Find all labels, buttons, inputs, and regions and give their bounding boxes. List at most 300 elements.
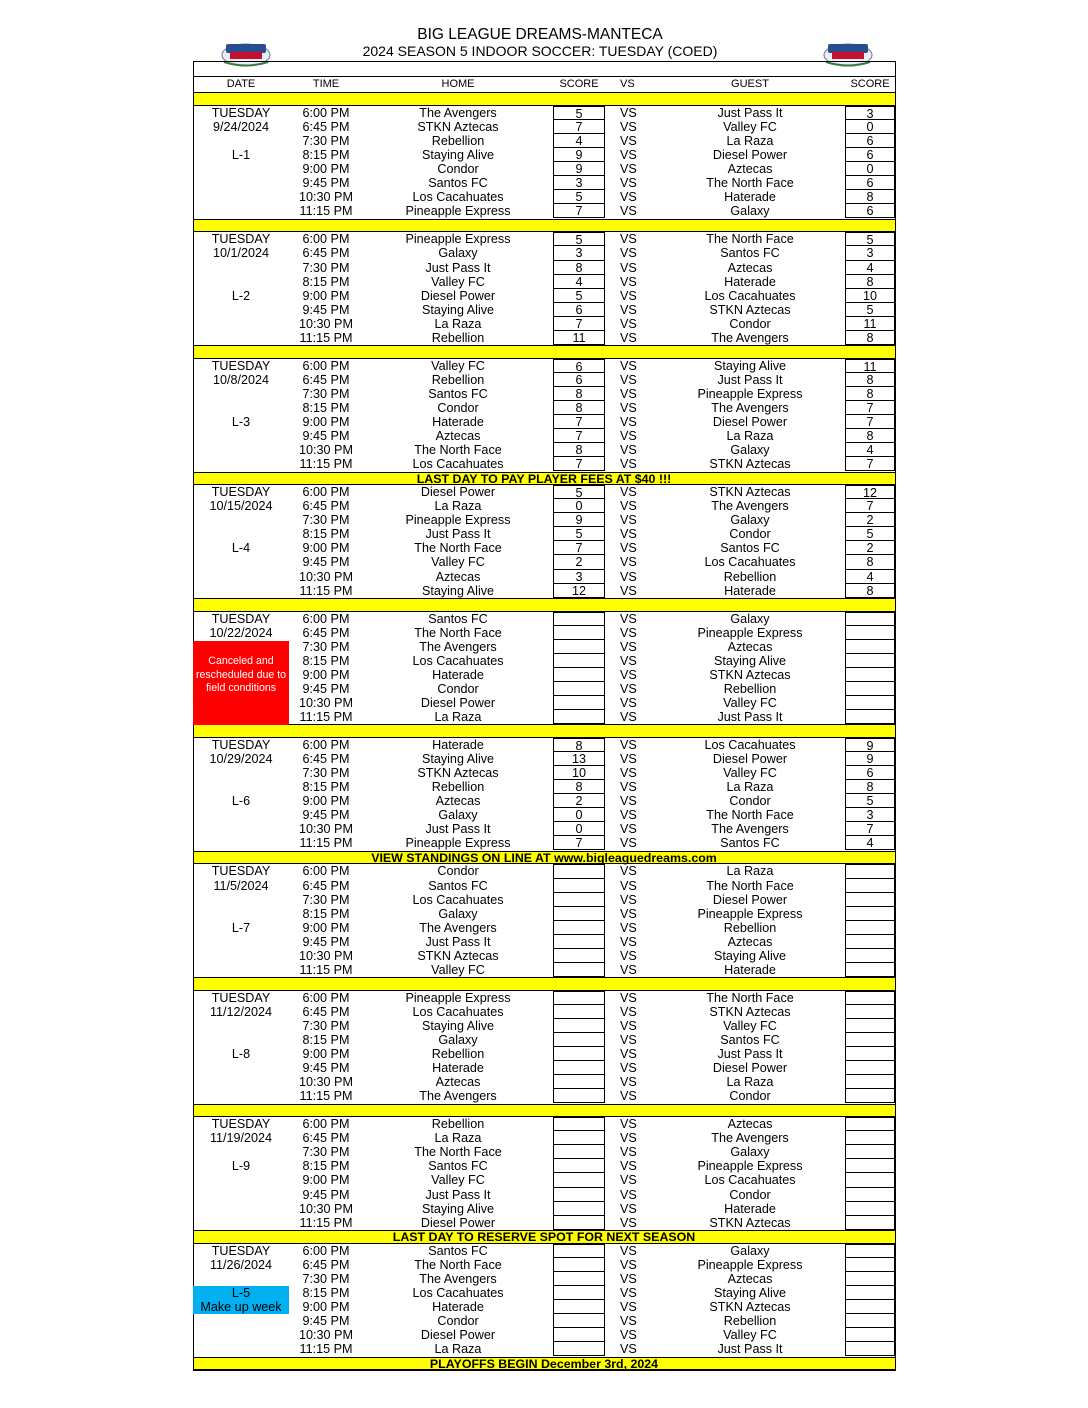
game-row — [193, 1216, 895, 1230]
guest-score — [845, 1286, 895, 1300]
guest-team: Valley FC — [723, 1018, 777, 1033]
home-score: 0 — [553, 808, 605, 822]
game-row — [193, 949, 895, 963]
home-team: Staying Alive — [421, 302, 495, 317]
game-row — [193, 1061, 895, 1075]
home-score — [553, 879, 605, 893]
guest-team: Haterade — [724, 190, 776, 205]
game-time: 6:45 PM — [302, 246, 350, 261]
date-cell — [193, 527, 289, 541]
home-score — [553, 1286, 605, 1300]
vs-label: VS — [620, 1187, 637, 1202]
game-time: 6:45 PM — [302, 120, 350, 135]
vs-label: VS — [620, 372, 637, 387]
guest-score — [845, 1314, 895, 1328]
game-time: 6:45 PM — [302, 372, 350, 387]
guest-team: Rebellion — [723, 569, 777, 584]
home-score — [553, 949, 605, 963]
vs-label: VS — [620, 1243, 637, 1258]
guest-score — [845, 1131, 895, 1145]
guest-team: Valley FC — [723, 766, 777, 781]
home-score: 9 — [553, 148, 605, 162]
week-separator-bar: PLAYOFFS BEGIN December 3rd, 2024 — [193, 1357, 895, 1371]
guest-team: Just Pass It — [717, 1342, 783, 1357]
game-time: 6:00 PM — [302, 106, 350, 121]
game-row — [193, 963, 895, 977]
game-time: 11:15 PM — [299, 457, 353, 472]
guest-score — [845, 907, 895, 921]
game-time: 9:00 PM — [302, 794, 350, 809]
game-row — [193, 1258, 895, 1272]
vs-label: VS — [620, 527, 637, 542]
vs-label: VS — [620, 415, 637, 430]
guest-team: The North Face — [706, 808, 794, 823]
home-score — [553, 921, 605, 935]
home-team: STKN Aztecas — [417, 766, 499, 781]
guest-team: STKN Aztecas — [709, 1004, 791, 1019]
guest-score: 5 — [845, 794, 895, 808]
guest-score — [845, 1005, 895, 1019]
game-row — [193, 485, 895, 499]
game-row — [193, 1159, 895, 1173]
game-time: 9:00 PM — [302, 1173, 350, 1188]
vs-label: VS — [620, 302, 637, 317]
game-date: 10/22/2024 — [209, 625, 273, 640]
home-team: Aztecas — [435, 1075, 481, 1090]
game-time: 6:00 PM — [302, 232, 350, 247]
game-row — [193, 148, 895, 162]
game-row — [193, 1047, 895, 1061]
home-score: 2 — [553, 794, 605, 808]
game-row — [193, 387, 895, 401]
game-time: 6:00 PM — [302, 1243, 350, 1258]
guest-score — [845, 710, 895, 724]
vs-label: VS — [620, 1159, 637, 1174]
guest-score — [845, 612, 895, 626]
week-separator-bar — [193, 724, 895, 738]
home-team: Aztecas — [435, 429, 481, 444]
home-team: Staying Alive — [421, 752, 495, 767]
week-separator-bar: VIEW STANDINGS ON LINE AT www.bigleaguedreams.com — [193, 851, 895, 865]
vs-label: VS — [620, 878, 637, 893]
home-team: Galaxy — [438, 246, 478, 261]
game-time: 9:45 PM — [302, 1187, 350, 1202]
home-score — [553, 626, 605, 640]
game-row — [193, 1328, 895, 1342]
guest-team: Haterade — [724, 274, 776, 289]
game-row — [193, 766, 895, 780]
vs-label: VS — [620, 934, 637, 949]
guest-team: Santos FC — [720, 1033, 780, 1048]
game-row — [193, 836, 895, 850]
home-team: Haterade — [432, 667, 484, 682]
home-team: Haterade — [432, 1299, 484, 1314]
vs-label: VS — [620, 1089, 637, 1104]
date-cell — [193, 780, 289, 794]
vs-label: VS — [620, 766, 637, 781]
game-day: TUESDAY — [211, 358, 271, 373]
guest-score — [845, 696, 895, 710]
guest-team: Just Pass It — [717, 106, 783, 121]
home-score — [553, 1075, 605, 1089]
game-date: 9/24/2024 — [212, 120, 270, 135]
home-team: Just Pass It — [425, 934, 491, 949]
home-team: Condor — [437, 400, 479, 415]
game-row — [193, 120, 895, 134]
date-cell — [193, 766, 289, 780]
game-row — [193, 1033, 895, 1047]
league-week-label: L-4 — [231, 541, 251, 556]
game-row — [193, 204, 895, 218]
guest-team: Los Cacahuates — [704, 1173, 796, 1188]
game-day: TUESDAY — [211, 864, 271, 879]
home-team: Santos FC — [428, 1159, 488, 1174]
vs-label: VS — [620, 288, 637, 303]
game-row — [193, 527, 895, 541]
vs-label: VS — [620, 429, 637, 444]
game-row — [193, 710, 895, 724]
home-score: 3 — [553, 570, 605, 584]
game-row — [193, 176, 895, 190]
game-time: 8:15 PM — [302, 1285, 350, 1300]
home-score — [553, 1173, 605, 1187]
game-row — [193, 1286, 895, 1300]
guest-score: 4 — [845, 443, 895, 457]
guest-score: 8 — [845, 373, 895, 387]
guest-team: Haterade — [724, 962, 776, 977]
guest-team: STKN Aztecas — [709, 667, 791, 682]
game-row — [193, 1019, 895, 1033]
guest-team: STKN Aztecas — [709, 302, 791, 317]
game-time: 8:15 PM — [302, 906, 350, 921]
canceled-note: Canceled and rescheduled due to field conditions — [193, 641, 289, 725]
home-score: 3 — [553, 176, 605, 190]
game-row — [193, 822, 895, 836]
game-time: 10:30 PM — [299, 822, 353, 837]
guest-team: Aztecas — [727, 639, 773, 654]
game-row — [193, 275, 895, 289]
table-top-rule — [193, 61, 895, 77]
date-cell — [193, 176, 289, 190]
home-team: La Raza — [434, 1342, 482, 1357]
vs-label: VS — [620, 1173, 637, 1188]
schedule-table — [193, 61, 895, 1370]
vs-label: VS — [620, 1271, 637, 1286]
guest-team: Just Pass It — [717, 1047, 783, 1062]
vs-label: VS — [620, 1131, 637, 1146]
vs-label: VS — [620, 555, 637, 570]
home-team: Diesel Power — [420, 1327, 496, 1342]
home-team: La Raza — [434, 316, 482, 331]
game-row — [193, 513, 895, 527]
guest-team: STKN Aztecas — [709, 1215, 791, 1230]
game-date: 11/5/2024 — [213, 878, 269, 893]
vs-label: VS — [620, 948, 637, 963]
home-score — [553, 907, 605, 921]
home-score — [553, 1089, 605, 1103]
game-row — [193, 1314, 895, 1328]
game-time: 11:15 PM — [299, 962, 353, 977]
home-score: 7 — [553, 415, 605, 429]
guest-score: 4 — [845, 836, 895, 850]
col-date-header: DATE — [226, 78, 256, 90]
vs-label: VS — [620, 1327, 637, 1342]
home-score: 5 — [553, 289, 605, 303]
guest-team: Valley FC — [723, 695, 777, 710]
guest-score: 3 — [845, 246, 895, 260]
home-team: Staying Alive — [421, 148, 495, 163]
vs-label: VS — [620, 709, 637, 724]
home-score — [553, 991, 605, 1005]
guest-team: Santos FC — [720, 541, 780, 556]
guest-team: Valley FC — [723, 1327, 777, 1342]
guest-team: The North Face — [706, 232, 794, 247]
game-time: 9:45 PM — [302, 1061, 350, 1076]
vs-label: VS — [620, 1117, 637, 1132]
league-week-label: L-1 — [231, 148, 251, 163]
game-time: 6:00 PM — [302, 358, 350, 373]
game-time: 6:45 PM — [302, 499, 350, 514]
home-score: 7 — [553, 541, 605, 555]
home-team: Santos FC — [428, 878, 488, 893]
game-row — [193, 303, 895, 317]
guest-score: 8 — [845, 584, 895, 598]
guest-score: 7 — [845, 457, 895, 471]
vs-label: VS — [620, 358, 637, 373]
home-score: 5 — [553, 485, 605, 499]
game-time: 9:00 PM — [302, 415, 350, 430]
home-score: 8 — [553, 401, 605, 415]
home-score: 5 — [553, 190, 605, 204]
guest-team: Diesel Power — [712, 892, 788, 907]
home-team: The North Face — [414, 625, 502, 640]
home-score: 5 — [553, 106, 605, 120]
game-row — [193, 808, 895, 822]
game-row — [193, 780, 895, 794]
date-cell — [193, 134, 289, 148]
guest-score: 7 — [845, 401, 895, 415]
guest-score: 8 — [845, 387, 895, 401]
guest-team: Just Pass It — [717, 372, 783, 387]
vs-label: VS — [620, 232, 637, 247]
date-cell — [193, 555, 289, 569]
date-cell — [193, 162, 289, 176]
page-subtitle: 2024 SEASON 5 INDOOR SOCCER: TUESDAY (COED) — [362, 43, 718, 59]
guest-team: Pineapple Express — [697, 386, 803, 401]
date-cell — [193, 1173, 289, 1187]
league-week-label: L-2 — [231, 288, 251, 303]
vs-label: VS — [620, 443, 637, 458]
home-score — [553, 654, 605, 668]
game-time: 7:30 PM — [302, 386, 350, 401]
game-time: 11:15 PM — [299, 1089, 353, 1104]
col-time-header: TIME — [312, 78, 340, 90]
guest-team: Haterade — [724, 583, 776, 598]
home-team: Rebellion — [431, 780, 485, 795]
game-time: 9:00 PM — [302, 541, 350, 556]
col-vs-header: VS — [620, 78, 635, 90]
vs-label: VS — [620, 274, 637, 289]
guest-team: Just Pass It — [717, 709, 783, 724]
guest-team: Galaxy — [730, 611, 770, 626]
guest-score — [845, 1047, 895, 1061]
home-team: Valley FC — [431, 555, 485, 570]
guest-team: La Raza — [726, 134, 774, 149]
guest-team: Pineapple Express — [697, 906, 803, 921]
game-time: 8:15 PM — [302, 148, 350, 163]
vs-label: VS — [620, 962, 637, 977]
game-row — [193, 907, 895, 921]
home-team: Santos FC — [428, 1243, 488, 1258]
guest-score — [845, 921, 895, 935]
home-score: 8 — [553, 738, 605, 752]
home-score: 8 — [553, 443, 605, 457]
game-time: 10:30 PM — [299, 1327, 353, 1342]
vs-label: VS — [620, 583, 637, 598]
guest-team: Valley FC — [723, 120, 777, 135]
game-row — [193, 921, 895, 935]
guest-team: The North Face — [706, 990, 794, 1005]
game-time: 6:00 PM — [302, 485, 350, 500]
home-score — [553, 1202, 605, 1216]
game-time: 7:30 PM — [302, 766, 350, 781]
vs-label: VS — [620, 400, 637, 415]
date-cell — [193, 570, 289, 584]
game-row — [193, 289, 895, 303]
col-score-header: SCORE — [850, 78, 890, 90]
game-row — [193, 584, 895, 598]
game-time: 11:15 PM — [299, 583, 353, 598]
date-cell — [193, 429, 289, 443]
game-row — [193, 935, 895, 949]
game-row — [193, 499, 895, 513]
home-score: 4 — [553, 275, 605, 289]
guest-score — [845, 1188, 895, 1202]
guest-score: 6 — [845, 148, 895, 162]
guest-team: Diesel Power — [712, 415, 788, 430]
home-score — [553, 1061, 605, 1075]
home-score: 5 — [553, 527, 605, 541]
vs-label: VS — [620, 738, 637, 753]
vs-label: VS — [620, 176, 637, 191]
guest-score — [845, 1019, 895, 1033]
guest-score: 7 — [845, 499, 895, 513]
game-time: 9:00 PM — [302, 920, 350, 935]
home-team: Valley FC — [431, 1173, 485, 1188]
home-score: 6 — [553, 373, 605, 387]
date-cell — [193, 1202, 289, 1216]
guest-score — [845, 1328, 895, 1342]
home-score: 2 — [553, 555, 605, 569]
game-time: 11:15 PM — [299, 1342, 353, 1357]
game-time: 7:30 PM — [302, 513, 350, 528]
vs-label: VS — [620, 1215, 637, 1230]
game-time: 10:30 PM — [299, 316, 353, 331]
game-date: 11/26/2024 — [209, 1257, 273, 1272]
home-team: Condor — [437, 162, 479, 177]
home-score — [553, 1019, 605, 1033]
vs-label: VS — [620, 1047, 637, 1062]
home-score: 7 — [553, 429, 605, 443]
guest-score — [845, 991, 895, 1005]
guest-team: La Raza — [726, 429, 774, 444]
home-score — [553, 1005, 605, 1019]
home-score — [553, 612, 605, 626]
guest-team: Aztecas — [727, 1117, 773, 1132]
date-cell — [193, 808, 289, 822]
vs-label: VS — [620, 316, 637, 331]
guest-score — [845, 1159, 895, 1173]
home-team: Valley FC — [431, 962, 485, 977]
game-time: 11:15 PM — [299, 836, 353, 851]
home-team: Diesel Power — [420, 695, 496, 710]
vs-label: VS — [620, 1257, 637, 1272]
game-time: 8:15 PM — [302, 274, 350, 289]
game-time: 9:45 PM — [302, 302, 350, 317]
home-team: Aztecas — [435, 794, 481, 809]
game-row — [193, 261, 895, 275]
home-score — [553, 893, 605, 907]
home-team: Diesel Power — [420, 485, 496, 500]
guest-score: 8 — [845, 190, 895, 204]
guest-score: 8 — [845, 555, 895, 569]
game-row — [193, 106, 895, 120]
home-score: 12 — [553, 584, 605, 598]
game-time: 9:00 PM — [302, 288, 350, 303]
game-time: 7:30 PM — [302, 639, 350, 654]
home-team: Haterade — [432, 738, 484, 753]
guest-score: 10 — [845, 289, 895, 303]
guest-score — [845, 640, 895, 654]
game-time: 9:45 PM — [302, 555, 350, 570]
col-score-header: SCORE — [559, 78, 599, 90]
game-day: TUESDAY — [211, 232, 271, 247]
guest-score — [845, 626, 895, 640]
date-cell — [193, 1188, 289, 1202]
date-cell — [193, 907, 289, 921]
home-team: Rebellion — [431, 134, 485, 149]
date-cell — [193, 317, 289, 331]
vs-label: VS — [620, 190, 637, 205]
home-score — [553, 1216, 605, 1230]
home-score: 9 — [553, 513, 605, 527]
home-team: Condor — [437, 681, 479, 696]
game-row — [193, 668, 895, 682]
game-day: TUESDAY — [211, 1117, 271, 1132]
game-date: 11/12/2024 — [209, 1004, 273, 1019]
guest-team: Staying Alive — [713, 948, 787, 963]
guest-score: 2 — [845, 513, 895, 527]
game-row — [193, 331, 895, 345]
home-score — [553, 935, 605, 949]
date-cell — [193, 513, 289, 527]
home-team: Pineapple Express — [405, 204, 511, 219]
guest-team: Los Cacahuates — [704, 555, 796, 570]
guest-score — [845, 963, 895, 977]
home-score: 0 — [553, 822, 605, 836]
vs-label: VS — [620, 836, 637, 851]
guest-team: The North Face — [706, 878, 794, 893]
game-date: 11/19/2024 — [209, 1131, 273, 1146]
vs-label: VS — [620, 625, 637, 640]
guest-team: The Avengers — [711, 822, 789, 837]
game-date: 10/15/2024 — [209, 499, 273, 514]
game-day: TUESDAY — [211, 1243, 271, 1258]
game-time: 9:45 PM — [302, 681, 350, 696]
home-team: Pineapple Express — [405, 513, 511, 528]
home-team: Haterade — [432, 1061, 484, 1076]
guest-score — [845, 1089, 895, 1103]
